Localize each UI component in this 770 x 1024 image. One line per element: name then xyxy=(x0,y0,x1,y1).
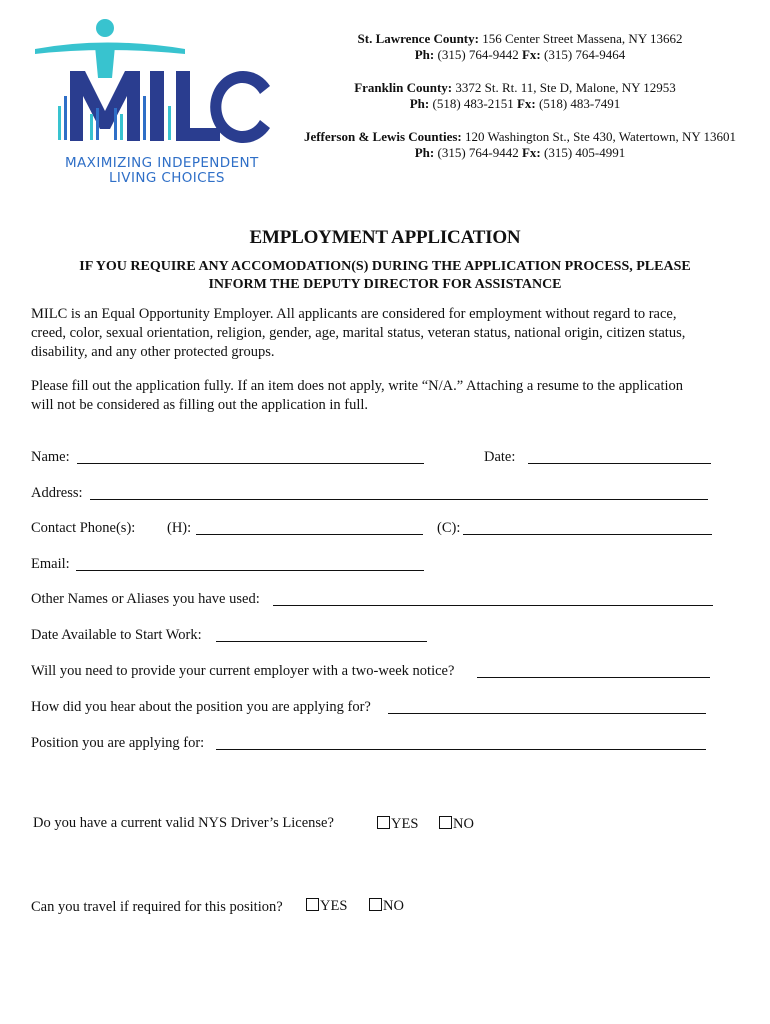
date-available-label: Date Available to Start Work: xyxy=(31,627,202,643)
date-available-field[interactable] xyxy=(216,641,427,642)
contact-phone-label: Contact Phone(s): xyxy=(31,520,136,536)
cell-phone-field[interactable] xyxy=(463,534,712,535)
name-label: Name: xyxy=(31,449,70,465)
logo-tagline-line1: MAXIMIZING INDEPENDENT xyxy=(65,155,259,171)
office-jefferson-lewis: Jefferson & Lewis Counties: 120 Washington St., Ste 430, Watertown, NY 13601 Ph: (315) 764-9442 Fx: (315) 405-4991 xyxy=(303,129,737,160)
travel-question: Can you travel if required for this position? xyxy=(31,899,283,915)
office-st-lawrence: St. Lawrence County: 156 Center Street Massena, NY 13662 Ph: (315) 764-9442 Fx: (315) 764-9464 xyxy=(357,31,683,62)
aliases-field[interactable] xyxy=(273,605,713,606)
two-week-notice-label: Will you need to provide your current employer with a two-week notice? xyxy=(31,663,455,679)
date-label: Date: xyxy=(484,449,516,465)
home-phone-label: (H): xyxy=(167,520,192,536)
logo-tagline-line2: LIVING CHOICES xyxy=(109,170,225,186)
license-no-option[interactable]: NO xyxy=(439,816,474,833)
travel-no-checkbox[interactable] xyxy=(369,898,382,911)
cell-phone-label: (C): xyxy=(437,520,461,536)
eeo-statement: MILC is an Equal Opportunity Employer. All applicants are considered for employment without regard to race, creed, color, sexual orientation, religion, gender, age, marital status, veteran status, national origin, citizen status, disability, and any other protected groups. xyxy=(31,306,686,360)
license-yes-checkbox[interactable] xyxy=(377,816,390,829)
heard-about-label: How did you hear about the position you are applying for? xyxy=(31,699,371,715)
email-label: Email: xyxy=(31,556,70,572)
instructions: Please fill out the application fully. If an item does not apply, write “N/A.” Attaching a resume to the application will not be considered as filling out the application in full. xyxy=(31,378,684,413)
travel-yes-checkbox[interactable] xyxy=(306,898,319,911)
date-field[interactable] xyxy=(528,463,711,464)
address-field[interactable] xyxy=(90,499,708,500)
travel-no-option[interactable]: NO xyxy=(369,898,404,915)
aliases-label: Other Names or Aliases you have used: xyxy=(31,591,260,607)
license-yes-option[interactable]: YES xyxy=(377,816,418,833)
email-field[interactable] xyxy=(76,570,424,571)
office-franklin: Franklin County: 3372 St. Rt. 11, Ste D, Malone, NY 12953 Ph: (518) 483-2151 Fx: (518) 483-7491 xyxy=(354,80,676,111)
heard-about-field[interactable] xyxy=(388,713,706,714)
position-label: Position you are applying for: xyxy=(31,735,205,751)
two-week-notice-field[interactable] xyxy=(477,677,710,678)
license-question: Do you have a current valid NYS Driver’s License? xyxy=(33,815,334,831)
accommodation-notice: IF YOU REQUIRE ANY ACCOMODATION(S) DURING THE APPLICATION PROCESS, PLEASE INFORM THE DEPUTY DIRECTOR FOR ASSISTANCE xyxy=(79,259,691,292)
home-phone-field[interactable] xyxy=(196,534,423,535)
page-title: EMPLOYMENT APPLICATION xyxy=(249,227,521,248)
position-field[interactable] xyxy=(216,749,706,750)
license-no-checkbox[interactable] xyxy=(439,816,452,829)
travel-yes-option[interactable]: YES xyxy=(306,898,347,915)
address-label: Address: xyxy=(31,485,83,501)
milc-logo xyxy=(30,16,275,196)
name-field[interactable] xyxy=(77,463,424,464)
